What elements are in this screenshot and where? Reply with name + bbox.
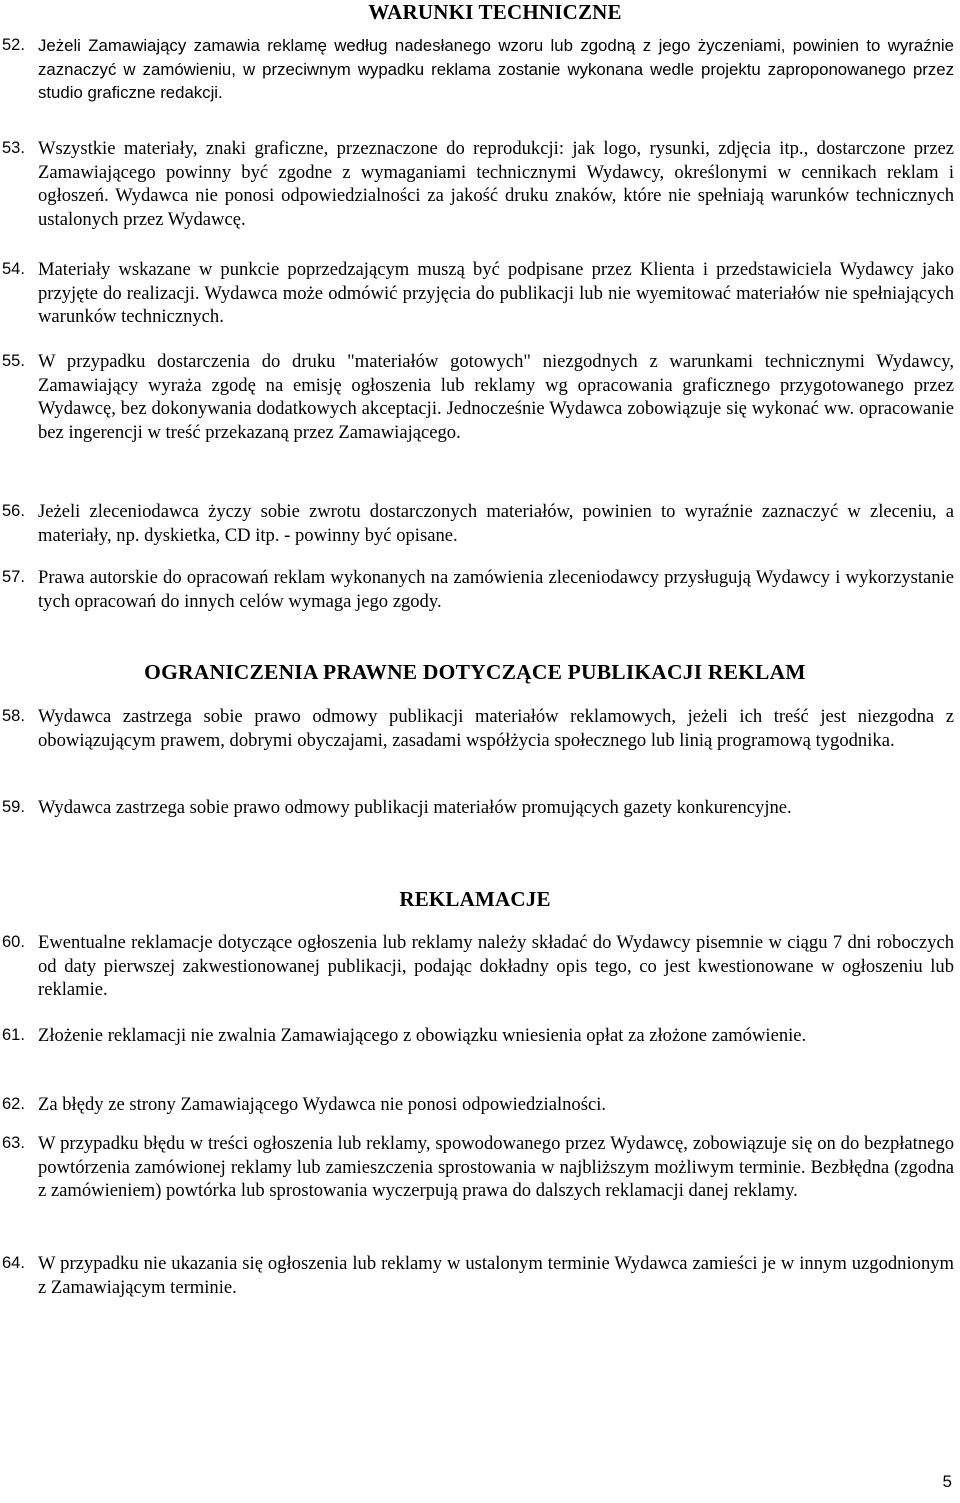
paragraph-text: Jeżeli Zamawiający zamawia reklamę według nadesłanego wzoru lub zgodną z jego życzeniami, powinien to wyraźnie zaznaczyć w zamówieniu, w przeciwnym wypadku reklama zostanie wykonana wedle projektu zaproponowanego przez studio graficzne redakcji. — [38, 36, 954, 103]
paragraph-text: Złożenie reklamacji nie zwalnia Zamawiającego z obowiązku wniesienia opłat za złożone zamówienie. — [38, 1025, 807, 1046]
paragraph-54 — [2, 258, 954, 329]
paragraph-text: W przypadku dostarczenia do druku "materiałów gotowych" niezgodnych z warunkami technicznymi Wydawcy, Zamawiający wyraża zgodę na emisję ogłoszenia lub reklamy wg opracowania graficznego przygotowanego przez Wydawcę, bez dokonywania dodatkowych akceptacji. Jednocześnie Wydawca zobowiązuje się wykonać ww. opracowanie bez ingerencji w treść przekazaną przez Zamawiającego. — [38, 351, 954, 443]
paragraph-63 — [2, 1132, 954, 1203]
paragraph-56 — [2, 500, 954, 547]
paragraph-64 — [2, 1252, 954, 1299]
paragraph-text: W przypadku nie ukazania się ogłoszenia lub reklamy w ustalonym terminie Wydawca zamieści je w innym uzgodnionym z Zamawiającym terminie. — [38, 1253, 954, 1298]
paragraph-text: Wydawca zastrzega sobie prawo odmowy publikacji materiałów promujących gazety konkurencyjne. — [38, 797, 792, 818]
paragraph-number: 59. — [2, 798, 25, 816]
paragraph-number: 52. — [2, 36, 25, 54]
paragraph-58 — [2, 705, 954, 752]
paragraph-number: 64. — [2, 1254, 25, 1272]
paragraph-52 — [2, 34, 954, 105]
paragraph-number: 61. — [2, 1026, 25, 1044]
paragraph-number: 58. — [2, 707, 25, 725]
paragraph-text: Ewentualne reklamacje dotyczące ogłoszenia lub reklamy należy składać do Wydawcy pisemnie w ciągu 7 dni roboczych od daty pierwszej zakwestionowanej publikacji, podając dokładny opis tego, co jest kwestionowane w ogłoszeniu lub reklamie. — [38, 932, 954, 1001]
paragraph-text: Materiały wskazane w punkcie poprzedzającym muszą być podpisane przez Klienta i przedstawiciela Wydawcy jako przyjęte do realizacji. Wydawca może odmówić przyjęcia do publikacji lub nie wyemitować materiałów nie spełniających warunków technicznych. — [38, 259, 954, 328]
paragraph-57 — [2, 566, 954, 613]
section-title-technical: WARUNKI TECHNICZNE — [368, 0, 622, 24]
section-title-legal: OGRANICZENIA PRAWNE DOTYCZĄCE PUBLIKACJI REKLAM — [144, 660, 806, 684]
paragraph-number: 62. — [2, 1095, 25, 1113]
paragraph-number: 60. — [2, 933, 25, 951]
paragraph-number: 56. — [2, 502, 25, 520]
paragraph-number: 54. — [2, 260, 25, 278]
paragraph-59 — [2, 796, 954, 820]
paragraph-60 — [2, 931, 954, 1002]
paragraph-number: 53. — [2, 139, 25, 157]
paragraph-text: Wszystkie materiały, znaki graficzne, przeznaczone do reprodukcji: jak logo, rysunki, zdjęcia itp., dostarczone przez Zamawiającego powinny być zgodne z wymaganiami technicznymi Wydawcy, określonymi w cennikach reklam i ogłoszeń. Wydawca nie ponosi odpowiedzialności za jakość druku znaków, które nie spełniają warunków technicznych ustalonych przez Wydawcę. — [38, 138, 954, 230]
paragraph-text: Wydawca zastrzega sobie prawo odmowy publikacji materiałów reklamowych, jeżeli ich treść jest niezgodna z obowiązującym prawem, dobrymi obyczajami, zasadami współżycia społecznego lub linią programową tygodnika. — [38, 706, 954, 751]
paragraph-55 — [2, 350, 954, 444]
paragraph-text: Za błędy ze strony Zamawiającego Wydawca nie ponosi odpowiedzialności. — [38, 1094, 607, 1115]
paragraph-number: 63. — [2, 1134, 25, 1152]
paragraph-number: 57. — [2, 568, 25, 586]
page-number: 5 — [942, 1472, 952, 1491]
paragraph-53 — [2, 137, 954, 231]
paragraph-number: 55. — [2, 352, 25, 370]
paragraph-61 — [2, 1024, 954, 1048]
section-title-complaints: REKLAMACJE — [399, 887, 551, 911]
paragraph-text: W przypadku błędu w treści ogłoszenia lub reklamy, spowodowanego przez Wydawcę, zobowiązuje się on do bezpłatnego powtórzenia zamówionej reklamy lub zamieszczenia sprostowania w najbliższym możliwym terminie. Bezbłędna (zgodna z zamówieniem) powtórka lub sprostowania wyczerpują prawa do dalszych reklamacji danej reklamy. — [38, 1133, 954, 1202]
paragraph-text: Jeżeli zleceniodawca życzy sobie zwrotu dostarczonych materiałów, powinien to wyraźnie zaznaczyć w zleceniu, a materiały, np. dyskietka, CD itp. - powinny być opisane. — [38, 501, 954, 546]
paragraph-text: Prawa autorskie do opracowań reklam wykonanych na zamówienia zleceniodawcy przysługują Wydawcy i wykorzystanie tych opracowań do innych celów wymaga jego zgody. — [38, 567, 954, 612]
paragraph-62 — [2, 1093, 954, 1117]
